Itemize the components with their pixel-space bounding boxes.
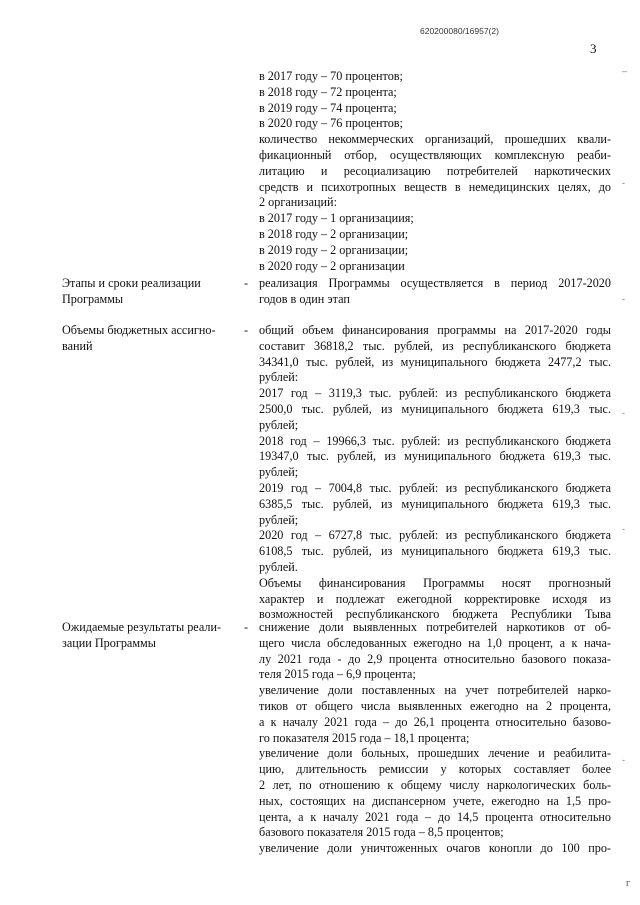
text-line: цию, длительность ремиссии у которых составляет более <box>259 762 611 777</box>
text-line: 34341,0 тыс. рублей, из муниципального бюджета 2477,2 тыс. <box>259 354 611 369</box>
text-line: 2 лет, по отношению к общему числу наркологических боль- <box>259 777 611 792</box>
label-line: Этапы и сроки реализации <box>62 276 201 290</box>
text-line: а к началу 2021 года – до 26,1 процента относительно базово- <box>259 714 611 729</box>
section-content <box>259 620 611 857</box>
text-line: возможностей республиканского бюджета Республики Тыва <box>259 607 611 622</box>
margin-mark: - <box>622 408 625 418</box>
text-line: характер и подлежат ежегодной корректировке исходя из <box>259 591 611 606</box>
text-line: фикационный отбор, осуществляющих комплексную реаби- <box>259 147 611 162</box>
document-id: 620200080/16957(2) <box>420 26 499 36</box>
label-line: Объемы бюджетных ассигно- <box>62 323 216 337</box>
text-line: снижение доли выявленных потребителей наркотиков от об- <box>259 620 611 634</box>
corner-mark: г <box>626 878 631 889</box>
text-line: ных, состоящих на диспансерном учете, ежегодно на 1,5 про- <box>259 793 611 808</box>
text-line: 2 организаций: <box>259 195 337 210</box>
text-line: рублей; <box>259 465 299 480</box>
continuation-text <box>259 69 611 274</box>
text-line: количество некоммерческих организаций, прошедших квали- <box>259 132 611 147</box>
text-line: 6385,5 тыс. рублей, из муниципального бюджета 619,3 тыс. <box>259 496 611 511</box>
text-line: го показателя 2015 года – 18,1 процента; <box>259 730 470 745</box>
text-line: в 2018 году – 72 процента; <box>259 84 397 99</box>
text-line: годов в один этап <box>259 291 350 306</box>
margin-mark: - <box>622 755 625 765</box>
text-line: в 2017 году – 1 организациия; <box>259 211 414 226</box>
text-line: 6108,5 тыс. рублей, из муниципального бюджета 619,3 тыс. <box>259 544 611 559</box>
text-line: в 2019 году – 74 процента; <box>259 100 397 115</box>
label-line: ваний <box>62 338 93 353</box>
text-line: 2018 год – 19966,3 тыс. рублей: из республиканского бюджета <box>259 433 611 448</box>
margin-mark: _ <box>622 62 628 72</box>
margin-mark: - <box>622 524 625 534</box>
text-line: увеличение доли поставленных на учет потребителей нарко- <box>259 683 611 698</box>
margin-mark: - <box>622 178 625 188</box>
text-line: в 2020 году – 76 процентов; <box>259 116 403 131</box>
text-line: реализация Программы осуществляется в период 2017-2020 <box>259 276 611 290</box>
label-line: Программы <box>62 291 124 306</box>
section-separator: - <box>244 276 249 290</box>
section-separator: - <box>244 620 249 634</box>
text-line: составит 36818,2 тыс. рублей, из республиканского бюджета <box>259 338 611 353</box>
text-line: теля 2015 года – 6,9 процента; <box>259 667 416 682</box>
text-line: увеличение доли уничтоженных очагов конопли до 100 про- <box>259 841 611 856</box>
text-line: рублей; <box>259 417 299 432</box>
text-line: цента, а к началу 2021 года – до 14,5 процента относительно <box>259 809 611 824</box>
section-content <box>259 276 611 308</box>
label-line: Ожидаемые результаты реали- <box>62 620 222 634</box>
section-label <box>62 620 232 652</box>
section-content <box>259 323 611 623</box>
text-line: Объемы финансирования Программы носят прогнозный <box>259 575 611 590</box>
text-line: 2500,0 тыс. рублей, из муниципального бюджета 619,3 тыс. <box>259 401 611 416</box>
text-line: щего числа обследованных ежегодно на 1,0 процент, а к нача- <box>259 635 611 650</box>
text-line: общий объем финансирования программы на 2017-2020 годы <box>259 323 611 337</box>
text-line: в 2020 году – 2 организации <box>259 258 405 273</box>
text-line: увеличение доли больных, прошедших лечение и реабилита- <box>259 746 611 761</box>
page-number: 3 <box>590 41 597 56</box>
text-line: 2019 год – 7004,8 тыс. рублей: из республиканского бюджета <box>259 480 611 495</box>
text-line: 2017 год – 3119,3 тыс. рублей: из республиканского бюджета <box>259 386 611 401</box>
text-line: литацию и ресоциализацию потребителей наркотических <box>259 163 611 178</box>
section-label <box>62 323 232 355</box>
text-line: средств и психотропных веществ в немедицинских целях, до <box>259 179 611 194</box>
section-label <box>62 276 232 308</box>
text-line: рублей: <box>259 370 299 385</box>
text-line: рублей. <box>259 559 298 574</box>
section-separator: - <box>244 323 249 337</box>
margin-mark: - <box>622 294 625 304</box>
text-line: в 2018 году – 2 организации; <box>259 226 409 241</box>
text-line: 19347,0 тыс. рублей, из муниципального бюджета 619,3 тыс. <box>259 449 611 464</box>
text-line: рублей; <box>259 512 299 527</box>
text-line: базового показателя 2015 года – 8,5 процентов; <box>259 825 504 840</box>
label-line: зации Программы <box>62 635 156 650</box>
text-line: тиков от общего числа выявленных ежегодно на 2 процента, <box>259 698 611 713</box>
text-line: в 2017 году – 70 процентов; <box>259 69 403 83</box>
text-line: в 2019 году – 2 организации; <box>259 242 409 257</box>
text-line: лу 2021 года - до 2,9 процента относительно базового показа- <box>259 651 611 666</box>
text-line: 2020 год – 6727,8 тыс. рублей: из республиканского бюджета <box>259 528 611 543</box>
